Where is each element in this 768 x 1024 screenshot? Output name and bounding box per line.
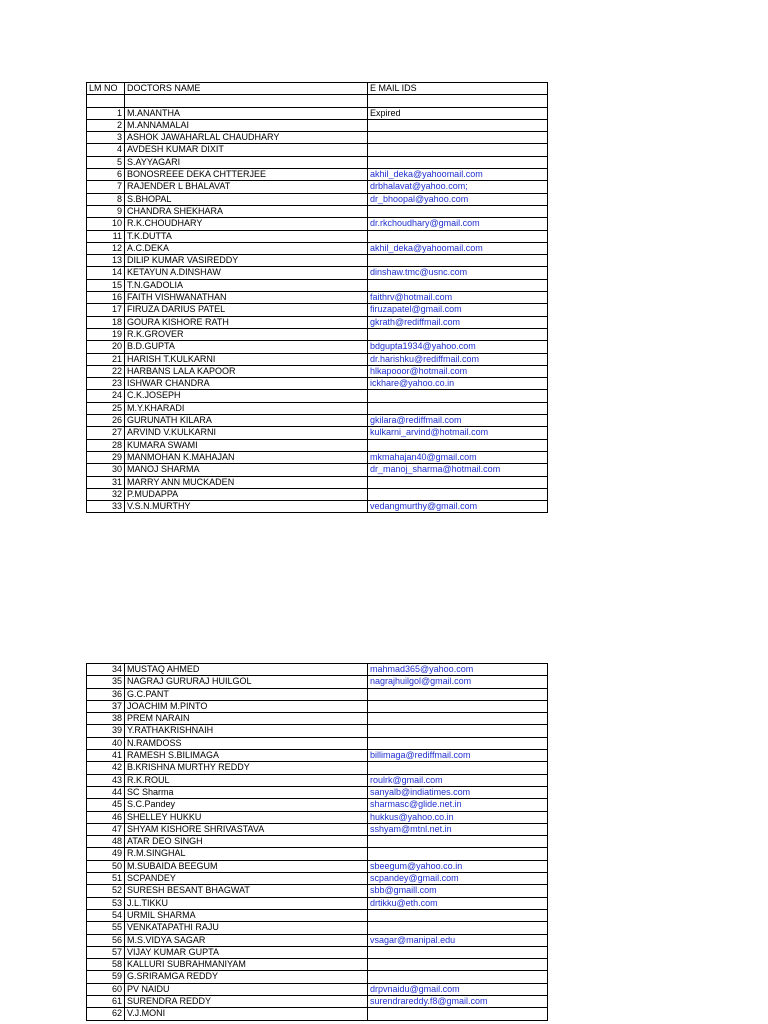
email-cell <box>368 946 548 958</box>
email-cell <box>368 1008 548 1020</box>
doctor-name-cell: T.N.GADOLIA <box>125 279 368 291</box>
lm-no-cell: 55 <box>87 922 125 934</box>
email-cell <box>368 922 548 934</box>
lm-no-cell: 34 <box>87 664 125 676</box>
lm-no-cell: 53 <box>87 897 125 909</box>
lm-no-cell: 57 <box>87 946 125 958</box>
doctor-name-cell: PV NAIDU <box>125 983 368 995</box>
table-row <box>87 304 548 316</box>
table-row <box>87 737 548 749</box>
lm-no-cell: 44 <box>87 786 125 798</box>
doctor-name-cell: P.MUDAPPA <box>125 488 368 500</box>
email-cell <box>368 488 548 500</box>
doctor-name-cell: ASHOK JAWAHARLAL CHAUDHARY <box>125 132 368 144</box>
doctor-name-cell: Y.RATHAKRISHNAIH <box>125 725 368 737</box>
table-row <box>87 946 548 958</box>
table-row <box>87 848 548 860</box>
lm-no-cell: 2 <box>87 119 125 131</box>
email-cell <box>368 700 548 712</box>
lm-no-cell: 14 <box>87 267 125 279</box>
lm-no-cell: 29 <box>87 451 125 463</box>
lm-no-cell: 58 <box>87 959 125 971</box>
email-link[interactable]: sbeegum@yahoo.co.in <box>368 860 548 872</box>
lm-no-cell: 3 <box>87 132 125 144</box>
table-row <box>87 676 548 688</box>
header-row <box>87 83 548 95</box>
table-row <box>87 688 548 700</box>
lm-no-cell: 22 <box>87 365 125 377</box>
email-cell <box>368 144 548 156</box>
doctor-name-cell: M.SUBAIDA BEEGUM <box>125 860 368 872</box>
lm-no-cell: 33 <box>87 501 125 513</box>
email-link[interactable]: bdgupta1934@yahoo.com <box>368 341 548 353</box>
email-link[interactable]: billimaga@rediffmail.com <box>368 750 548 762</box>
doctor-name-cell: SURESH BESANT BHAGWAT <box>125 885 368 897</box>
email-link[interactable]: scpandey@gmail.com <box>368 873 548 885</box>
table-row <box>87 193 548 205</box>
table-row <box>87 860 548 872</box>
table-row <box>87 464 548 476</box>
email-link[interactable]: faithrv@hotmail.com <box>368 292 548 304</box>
doctor-name-cell: MUSTAQ AHMED <box>125 664 368 676</box>
lm-no-cell: 39 <box>87 725 125 737</box>
doctor-name-cell: GOURA KISHORE RATH <box>125 316 368 328</box>
lm-no-cell: 28 <box>87 439 125 451</box>
doctor-name-cell: KUMARA SWAMI <box>125 439 368 451</box>
table-row <box>87 1008 548 1020</box>
lm-no-cell: 24 <box>87 390 125 402</box>
doctor-name-cell: J.L.TIKKU <box>125 897 368 909</box>
doctor-name-cell: ISHWAR CHANDRA <box>125 378 368 390</box>
email-link[interactable]: hlkapooor@hotmail.com <box>368 365 548 377</box>
table-row <box>87 909 548 921</box>
table-row <box>87 242 548 254</box>
doctor-name-cell: M.ANNAMALAI <box>125 119 368 131</box>
table-row <box>87 971 548 983</box>
doctor-name-cell: G.C.PANT <box>125 688 368 700</box>
members-table-1 <box>86 82 548 513</box>
doctor-name-cell: GURUNATH KILARA <box>125 415 368 427</box>
table-row <box>87 415 548 427</box>
doctor-name-cell: ARVIND V.KULKARNI <box>125 427 368 439</box>
email-cell <box>368 713 548 725</box>
table-row <box>87 439 548 451</box>
lm-no-cell: 47 <box>87 823 125 835</box>
email-link[interactable]: firuzapatel@gmail.com <box>368 304 548 316</box>
lm-no-cell: 42 <box>87 762 125 774</box>
table-row <box>87 476 548 488</box>
doctor-name-cell: SHYAM KISHORE SHRIVASTAVA <box>125 823 368 835</box>
table-row <box>87 267 548 279</box>
email-cell <box>368 848 548 860</box>
email-cell <box>368 132 548 144</box>
doctor-name-cell: PREM NARAIN <box>125 713 368 725</box>
table-row <box>87 402 548 414</box>
table-row <box>87 427 548 439</box>
email-cell <box>368 402 548 414</box>
header-lm-no: LM NO <box>87 83 125 95</box>
lm-no-cell: 12 <box>87 242 125 254</box>
lm-no-cell: 11 <box>87 230 125 242</box>
lm-no-cell: 18 <box>87 316 125 328</box>
doctor-name-cell: S.AYYAGARI <box>125 156 368 168</box>
doctor-name-cell: KALLURI SUBRAHMANIYAM <box>125 959 368 971</box>
doctor-name-cell: N.RAMDOSS <box>125 737 368 749</box>
doctor-name-cell: FAITH VISHWANATHAN <box>125 292 368 304</box>
doctor-name-cell: V.S.N.MURTHY <box>125 501 368 513</box>
email-cell <box>368 230 548 242</box>
doctor-name-cell: M.S.VIDYA SAGAR <box>125 934 368 946</box>
email-link[interactable]: mkmahajan40@gmail.com <box>368 451 548 463</box>
lm-no-cell: 59 <box>87 971 125 983</box>
doctor-name-cell: SC Sharma <box>125 786 368 798</box>
table-row <box>87 934 548 946</box>
doctor-name-cell: BONOSREEE DEKA CHTTERJEE <box>125 169 368 181</box>
table-row <box>87 762 548 774</box>
table-row <box>87 885 548 897</box>
table-row <box>87 181 548 193</box>
doctor-name-cell: MANMOHAN K.MAHAJAN <box>125 451 368 463</box>
email-link[interactable]: gkrath@rediffmail.com <box>368 316 548 328</box>
lm-no-cell: 26 <box>87 415 125 427</box>
email-cell <box>368 156 548 168</box>
table-row <box>87 713 548 725</box>
table-row <box>87 292 548 304</box>
lm-no-cell: 54 <box>87 909 125 921</box>
email-link[interactable]: dr_bhoopal@yahoo.com <box>368 193 548 205</box>
email-link[interactable]: dr_manoj_sharma@hotmail.com <box>368 464 548 476</box>
doctor-name-cell: R.K.ROUL <box>125 774 368 786</box>
email-cell: Expired <box>368 107 548 119</box>
doctor-name-cell: ATAR DEO SINGH <box>125 836 368 848</box>
doctor-name-cell: SCPANDEY <box>125 873 368 885</box>
doctor-name-cell: HARISH T.KULKARNI <box>125 353 368 365</box>
lm-no-cell: 23 <box>87 378 125 390</box>
email-cell <box>368 390 548 402</box>
table-row <box>87 725 548 737</box>
table-row <box>87 353 548 365</box>
email-cell <box>368 725 548 737</box>
lm-no-cell: 56 <box>87 934 125 946</box>
doctor-name-cell: SHELLEY HUKKU <box>125 811 368 823</box>
table-row <box>87 799 548 811</box>
table-row <box>87 786 548 798</box>
header-email-ids: E MAIL IDS <box>368 83 548 95</box>
doctor-name-cell: M.ANANTHA <box>125 107 368 119</box>
doctor-name-cell: VENKATAPATHI RAJU <box>125 922 368 934</box>
email-cell <box>368 255 548 267</box>
doctor-name-cell: MANOJ SHARMA <box>125 464 368 476</box>
email-cell <box>368 279 548 291</box>
table-row <box>87 230 548 242</box>
email-link[interactable]: kulkarni_arvind@hotmail.com <box>368 427 548 439</box>
email-cell <box>368 688 548 700</box>
email-link[interactable]: dr.harishku@rediffmail.com <box>368 353 548 365</box>
table-row <box>87 996 548 1008</box>
doctor-name-cell: AVDESH KUMAR DIXIT <box>125 144 368 156</box>
header-doctors-name: DOCTORS NAME <box>125 83 368 95</box>
lm-no-cell: 13 <box>87 255 125 267</box>
table-row <box>87 811 548 823</box>
table-row <box>87 156 548 168</box>
lm-no-cell: 30 <box>87 464 125 476</box>
table-row <box>87 255 548 267</box>
email-link[interactable]: drtikku@eth.com <box>368 897 548 909</box>
email-link[interactable]: vsagar@manipal.edu <box>368 934 548 946</box>
doctor-name-cell: C.K.JOSEPH <box>125 390 368 402</box>
email-link[interactable]: roulrk@gmail.com <box>368 774 548 786</box>
lm-no-cell: 20 <box>87 341 125 353</box>
lm-no-cell: 62 <box>87 1008 125 1020</box>
email-cell <box>368 328 548 340</box>
email-link[interactable]: dinshaw.tmc@usnc.com <box>368 267 548 279</box>
doctor-name-cell: VIJAY KUMAR GUPTA <box>125 946 368 958</box>
email-link[interactable]: sshyam@mtnl.net.in <box>368 823 548 835</box>
table-row <box>87 774 548 786</box>
lm-no-cell: 60 <box>87 983 125 995</box>
lm-no-cell: 17 <box>87 304 125 316</box>
table-row <box>87 922 548 934</box>
lm-no-cell: 41 <box>87 750 125 762</box>
table-row <box>87 897 548 909</box>
blank-row <box>87 95 548 107</box>
table-row <box>87 218 548 230</box>
lm-no-cell: 21 <box>87 353 125 365</box>
table-row <box>87 169 548 181</box>
doctor-name-cell: V.J.MONI <box>125 1008 368 1020</box>
lm-no-cell: 49 <box>87 848 125 860</box>
lm-no-cell: 7 <box>87 181 125 193</box>
email-cell <box>368 737 548 749</box>
doctor-name-cell: S.BHOPAL <box>125 193 368 205</box>
table-row <box>87 823 548 835</box>
email-cell <box>368 909 548 921</box>
doctor-name-cell: HARBANS LALA KAPOOR <box>125 365 368 377</box>
lm-no-cell: 50 <box>87 860 125 872</box>
lm-no-cell: 48 <box>87 836 125 848</box>
email-link[interactable]: mahmad365@yahoo.com <box>368 664 548 676</box>
email-link[interactable]: dr.rkchoudhary@gmail.com <box>368 218 548 230</box>
lm-no-cell: 16 <box>87 292 125 304</box>
doctor-name-cell: B.KRISHNA MURTHY REDDY <box>125 762 368 774</box>
email-cell <box>368 119 548 131</box>
lm-no-cell: 37 <box>87 700 125 712</box>
lm-no-cell: 35 <box>87 676 125 688</box>
doctor-name-cell: NAGRAJ GURURAJ HUILGOL <box>125 676 368 688</box>
lm-no-cell: 6 <box>87 169 125 181</box>
email-link[interactable]: surendrareddy.f8@gmail.com <box>368 996 548 1008</box>
table-row <box>87 390 548 402</box>
doctor-name-cell: JOACHIM M.PINTO <box>125 700 368 712</box>
table-row <box>87 328 548 340</box>
table-row <box>87 451 548 463</box>
doctor-name-cell: R.K.GROVER <box>125 328 368 340</box>
table-row <box>87 664 548 676</box>
email-link[interactable]: nagrajhuilgol@gmail.com <box>368 676 548 688</box>
doctor-name-cell: URMIL SHARMA <box>125 909 368 921</box>
email-link[interactable]: hukkus@yahoo.co.in <box>368 811 548 823</box>
lm-no-cell: 36 <box>87 688 125 700</box>
doctor-name-cell: M.Y.KHARADI <box>125 402 368 414</box>
email-cell <box>368 476 548 488</box>
email-link[interactable]: sanyalb@indiatimes.com <box>368 786 548 798</box>
doctor-name-cell: R.M.SINGHAL <box>125 848 368 860</box>
doctor-name-cell: RAMESH S.BILIMAGA <box>125 750 368 762</box>
doctor-name-cell: B.D.GUPTA <box>125 341 368 353</box>
lm-no-cell: 15 <box>87 279 125 291</box>
email-cell <box>368 205 548 217</box>
email-link[interactable]: drbhalavat@yahoo.com; <box>368 181 548 193</box>
email-cell <box>368 971 548 983</box>
lm-no-cell: 61 <box>87 996 125 1008</box>
lm-no-cell: 27 <box>87 427 125 439</box>
doctor-name-cell: G.SRIRAMGA REDDY <box>125 971 368 983</box>
table-row <box>87 873 548 885</box>
email-cell <box>368 836 548 848</box>
table-row <box>87 144 548 156</box>
email-link[interactable]: akhil_deka@yahoomail.com <box>368 169 548 181</box>
lm-no-cell: 40 <box>87 737 125 749</box>
table-row <box>87 501 548 513</box>
table-row <box>87 750 548 762</box>
doctor-name-cell: KETAYUN A.DINSHAW <box>125 267 368 279</box>
email-cell <box>368 959 548 971</box>
lm-no-cell: 51 <box>87 873 125 885</box>
lm-no-cell: 31 <box>87 476 125 488</box>
table-row <box>87 983 548 995</box>
table-row <box>87 836 548 848</box>
table-row <box>87 488 548 500</box>
lm-no-cell: 8 <box>87 193 125 205</box>
table-row <box>87 132 548 144</box>
table-row <box>87 316 548 328</box>
doctor-name-cell: RAJENDER L BHALAVAT <box>125 181 368 193</box>
table-row <box>87 119 548 131</box>
email-link[interactable]: sbb@gmaill.com <box>368 885 548 897</box>
lm-no-cell: 19 <box>87 328 125 340</box>
doctor-name-cell: CHANDRA SHEKHARA <box>125 205 368 217</box>
lm-no-cell: 1 <box>87 107 125 119</box>
doctor-name-cell: A.C.DEKA <box>125 242 368 254</box>
table-row <box>87 279 548 291</box>
lm-no-cell: 52 <box>87 885 125 897</box>
lm-no-cell: 5 <box>87 156 125 168</box>
lm-no-cell: 46 <box>87 811 125 823</box>
lm-no-cell: 45 <box>87 799 125 811</box>
email-link[interactable]: drpvnaidu@gmail.com <box>368 983 548 995</box>
doctor-name-cell: FIRUZA DARIUS PATEL <box>125 304 368 316</box>
lm-no-cell: 4 <box>87 144 125 156</box>
email-link[interactable]: gkilara@rediffmail.com <box>368 415 548 427</box>
members-table-2 <box>86 663 548 1021</box>
email-cell <box>368 762 548 774</box>
lm-no-cell: 9 <box>87 205 125 217</box>
email-link[interactable]: ickhare@yahoo.co.in <box>368 378 548 390</box>
table-row <box>87 107 548 119</box>
email-cell <box>368 439 548 451</box>
lm-no-cell: 32 <box>87 488 125 500</box>
lm-no-cell: 10 <box>87 218 125 230</box>
doctor-name-cell: T.K.DUTTA <box>125 230 368 242</box>
doctor-name-cell: MARRY ANN MUCKADEN <box>125 476 368 488</box>
lm-no-cell: 38 <box>87 713 125 725</box>
table-row <box>87 378 548 390</box>
doctor-name-cell: SURENDRA REDDY <box>125 996 368 1008</box>
table-row <box>87 365 548 377</box>
doctor-name-cell: DILIP KUMAR VASIREDDY <box>125 255 368 267</box>
lm-no-cell: 43 <box>87 774 125 786</box>
doctor-name-cell: R.K.CHOUDHARY <box>125 218 368 230</box>
table-row <box>87 205 548 217</box>
email-link[interactable]: vedangmurthy@gmail.com <box>368 501 548 513</box>
doctor-name-cell: S.C.Pandey <box>125 799 368 811</box>
table-row <box>87 700 548 712</box>
email-link[interactable]: sharmasc@glide.net.in <box>368 799 548 811</box>
table-row <box>87 341 548 353</box>
email-link[interactable]: akhil_deka@yahoomail.com <box>368 242 548 254</box>
lm-no-cell: 25 <box>87 402 125 414</box>
table-row <box>87 959 548 971</box>
